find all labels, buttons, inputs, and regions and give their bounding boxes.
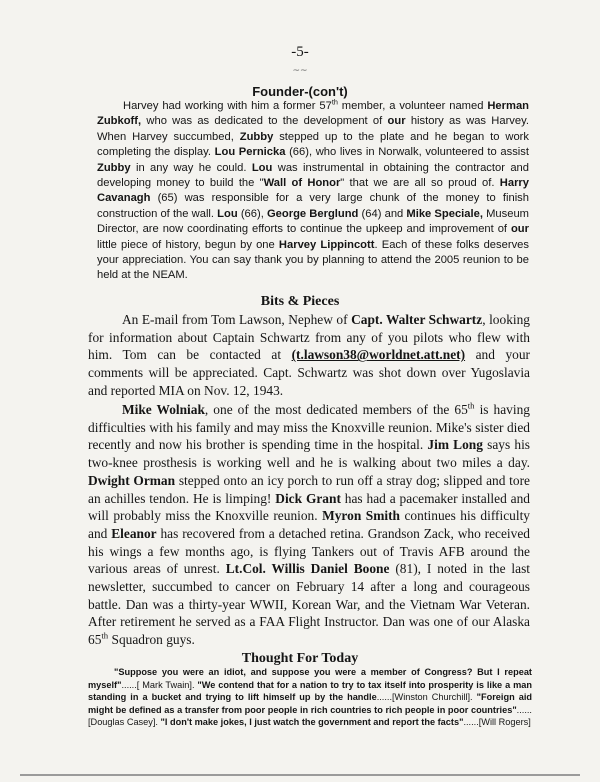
name-herman-zubkoff: Herman Zubkoff, bbox=[97, 100, 530, 128]
quote-will-rogers: "I don't make jokes, I just watch the government and report the facts" bbox=[160, 717, 464, 728]
thought-heading: Thought For Today bbox=[241, 651, 359, 666]
name-dick-grant: Dick Grant bbox=[275, 490, 341, 506]
name-harry-cavanagh: Harry Cavanagh bbox=[97, 177, 530, 205]
quote-douglas-casey: "Foreign aid might be defined as a transfer from poor people in rich countries to rich people in poor countries" bbox=[88, 692, 532, 715]
page-number: -5- bbox=[291, 44, 309, 60]
wall-of-honor: Wall of Honor bbox=[263, 177, 341, 190]
name-zubby: Zubby bbox=[239, 130, 274, 143]
name-mike-speciale: Mike Speciale, bbox=[406, 207, 483, 220]
ornament-flourish: ~~ bbox=[292, 66, 308, 76]
name-george-berglund: George Berglund bbox=[266, 207, 359, 220]
thought-quotes: "Suppose you were an idiot, and suppose you were a member of Congress? But I repeat myself"......[ Mark Twain]. "We contend that for a nation to try to tax itself into prosperity is like a man standing in a bucket and trying to lift himself up by the handle......[Winston Churchill]. "Foreign aid might be defined as a transfer from poor people in rich countries to rich people in poor countries"......[Douglas Casey]. "I don't make jokes, I just watch the government and report the facts"......[Will Rogers] bbox=[88, 667, 532, 728]
name-willis-boone: Lt.Col. Willis Daniel Boone bbox=[225, 561, 390, 577]
bits-paragraph-2: Mike Wolniak, one of the most dedicated members of the 65th is having difficulties with his family and may miss the Knoxville reunion. Mike's sister died recently and now his brother is spending time in the hospital. Jim Long says his two-knee prosthesis is working well and he is walking about two miles a day. Dwight Orman stepped onto an icy porch to run off a stray dog; slipped and tore an achilles tendon. He is limping! Dick Grant has had a pacemaker installed and will probably miss the Knoxville reunion. Myron Smith continues his difficulty and Eleanor has recovered from a detached retina. Grandson Zack, who received his wings a few months ago, is flying Tankers out of Travis AFB around the various areas of unrest. Lt.Col. Willis Daniel Boone (81), I noted in the last newsletter, succumbed to cancer on February 14 after a long and courageous battle. Dan was a thirty-year WWII, Korean War, and the Vietnam War Veteran. After retirement he served as a FAA Flight Instructor. Dan was one of our Alaska 65th Squadron guys. bbox=[88, 400, 531, 648]
name-lou-pernicka: Lou Pernicka bbox=[214, 146, 286, 159]
quote-churchill: "We contend that for a nation to try to tax itself into prosperity is like a man standing in a bucket and trying to lift himself up by the handle bbox=[88, 679, 532, 703]
bits-paragraph-1: An E-mail from Tom Lawson, Nephew of Capt. Walter Schwartz, looking for information about Captain Schwartz from any of you pilots who flew with him. Tom can be contacted at (t.lawson38@worldnet.att.net) and your comments will be appreciated. Capt. Schwartz was shot down over Yugoslavia and reported MIA on Nov. 12, 1943. bbox=[88, 312, 530, 398]
quote-mark-twain: "Suppose you were an idiot, and suppose you were a member of Congress? But I repeat myself" bbox=[88, 667, 532, 690]
bottom-divider bbox=[20, 774, 580, 776]
name-dwight-orman: Dwight Orman bbox=[88, 472, 176, 488]
name-harvey-lippincott: Harvey Lippincott bbox=[278, 238, 375, 251]
founder-heading: Founder-(con't) bbox=[252, 84, 348, 99]
name-myron-smith: Myron Smith bbox=[322, 508, 400, 524]
name-mike-wolniak: Mike Wolniak bbox=[122, 402, 205, 417]
name-eleanor: Eleanor bbox=[111, 525, 157, 541]
name-walter-schwartz: Capt. Walter Schwartz bbox=[351, 312, 483, 327]
founder-paragraph: Harvey had working with him a former 57th member, a volunteer named Herman Zubkoff, who was as dedicated to the development of our history as was Harvey. When Harvey succumbed, Zubby stepped up to the plate and he began to work completing the display. Lou Pernicka (66), who lives in Norwalk, volunteered to assist Zubby in any way he could. Lou was instrumental in obtaining the contractor and developing money to build the "Wall of Honor" that we are all so proud of. Harry Cavanagh (65) was responsible for a very large chunk of the money to finish construction of the wall. Lou (66), George Berglund (64) and Mike Speciale, Museum Director, are now coordinating efforts to continue the upkeep and improvement of our little piece of history, begun by one Harvey Lippincott. Each of these folks deserves your appreciation. You can say thank you by planning to attend the 2005 reunion to be held at the NEAM. bbox=[97, 97, 530, 282]
email-link[interactable]: (t.lawson38@worldnet.att.net) bbox=[291, 347, 466, 363]
bits-heading: Bits & Pieces bbox=[260, 294, 340, 309]
name-jim-long: Jim Long bbox=[427, 437, 483, 453]
